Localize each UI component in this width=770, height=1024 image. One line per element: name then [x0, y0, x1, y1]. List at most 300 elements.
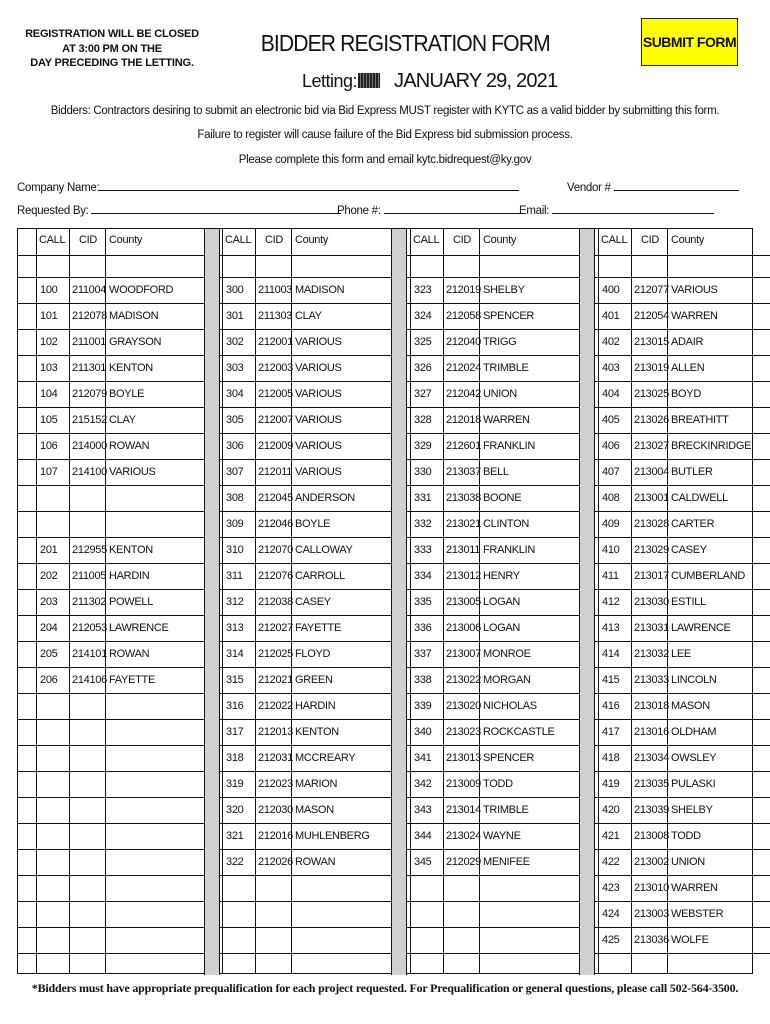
cid-number: 213006 [446, 622, 481, 634]
table-rule [204, 823, 391, 824]
county-name: CLAY [109, 414, 136, 426]
table-rule [392, 823, 579, 824]
county-name: TRIMBLE [483, 362, 529, 374]
table-rule [580, 277, 770, 278]
county-name: KENTON [295, 726, 339, 738]
letting-label: Letting: [302, 71, 358, 91]
cid-number: 213009 [446, 778, 481, 790]
table-rule [204, 355, 391, 356]
table-rule [392, 433, 579, 434]
call-number: 405 [602, 414, 620, 426]
cid-number: 213010 [634, 882, 669, 894]
table-rule [580, 797, 770, 798]
notice-line: AT 3:00 PM ON THE [62, 42, 162, 55]
table-rule [204, 771, 391, 772]
call-number: 101 [40, 310, 58, 322]
call-number: 332 [414, 518, 432, 530]
county-name: MADISON [295, 284, 345, 296]
county-name: TRIGG [483, 336, 517, 348]
call-number: 343 [414, 804, 432, 816]
call-number: 406 [602, 440, 620, 452]
phone-blank[interactable] [384, 203, 524, 214]
cid-number: 212026 [258, 856, 293, 868]
table-rule [580, 433, 770, 434]
cid-number: 213003 [634, 908, 669, 920]
cid-number: 213027 [634, 440, 669, 452]
table-rule [204, 589, 391, 590]
county-name: BUTLER [671, 466, 713, 478]
cid-number: 213021 [446, 518, 481, 530]
table-rule [392, 511, 579, 512]
cid-number: 212038 [258, 596, 293, 608]
call-number: 413 [602, 622, 620, 634]
county-name: WARREN [671, 882, 718, 894]
column-rule [410, 229, 411, 973]
county-name: LAWRENCE [109, 622, 169, 634]
call-number: 313 [226, 622, 244, 634]
county-name: ROWAN [295, 856, 336, 868]
table-rule [18, 719, 204, 720]
table-rule [18, 511, 204, 512]
call-number: 206 [40, 674, 58, 686]
cid-number: 212078 [72, 310, 107, 322]
table-rule [18, 563, 204, 564]
table-rule [392, 875, 579, 876]
county-name: ROCKCASTLE [483, 726, 555, 738]
county-name: WARREN [671, 310, 718, 322]
cid-number: 213026 [634, 414, 669, 426]
column-header: CID [79, 234, 98, 246]
county-name: HARDIN [295, 700, 336, 712]
call-number: 410 [602, 544, 620, 556]
county-name: CLINTON [483, 518, 529, 530]
column-separator [204, 229, 220, 975]
table-rule [18, 901, 204, 902]
call-number: 416 [602, 700, 620, 712]
county-name: VARIOUS [109, 466, 156, 478]
call-number: 329 [414, 440, 432, 452]
table-rule [392, 277, 579, 278]
cid-number: 213038 [446, 492, 481, 504]
county-name: TODD [671, 830, 701, 842]
table-rule [392, 953, 579, 954]
column-rule [36, 229, 37, 973]
county-name: BOYLE [109, 388, 145, 400]
cid-number: 212018 [446, 414, 481, 426]
table-rule [204, 563, 391, 564]
cid-number: 211004 [72, 284, 107, 296]
table-rule [392, 355, 579, 356]
table-rule [18, 433, 204, 434]
cid-number: 212077 [634, 284, 669, 296]
cid-number: 212013 [258, 726, 293, 738]
county-name: CLAY [295, 310, 322, 322]
cid-number: 213014 [446, 804, 481, 816]
table-rule [580, 719, 770, 720]
call-number: 330 [414, 466, 432, 478]
cid-number: 213011 [446, 544, 481, 556]
call-number: 314 [226, 648, 244, 660]
table-rule [392, 459, 579, 460]
county-name: TODD [483, 778, 513, 790]
cid-number: 212001 [258, 336, 293, 348]
cid-number: 212058 [446, 310, 481, 322]
table-rule [204, 511, 391, 512]
county-name: VARIOUS [671, 284, 718, 296]
county-name: WAYNE [483, 830, 521, 842]
call-number: 420 [602, 804, 620, 816]
cid-number: 213024 [446, 830, 481, 842]
column-header: County [483, 234, 517, 246]
call-number: 308 [226, 492, 244, 504]
cid-number: 211001 [72, 336, 107, 348]
table-rule [580, 589, 770, 590]
table-rule [204, 433, 391, 434]
call-number: 335 [414, 596, 432, 608]
vendor-blank[interactable] [614, 180, 739, 191]
email-blank[interactable] [552, 203, 714, 214]
cid-number: 213008 [634, 830, 669, 842]
phone-field[interactable] [337, 203, 524, 217]
cid-number: 212011 [258, 466, 293, 478]
column-rule [222, 229, 223, 973]
call-number: 307 [226, 466, 244, 478]
call-number: 309 [226, 518, 244, 530]
table-rule [204, 953, 391, 954]
county-name: FRANKLIN [483, 544, 535, 556]
table-rule [580, 355, 770, 356]
call-number: 341 [414, 752, 432, 764]
county-name: VARIOUS [295, 336, 342, 348]
cid-number: 213005 [446, 596, 481, 608]
vendor-field[interactable] [567, 180, 739, 194]
county-name: GREEN [295, 674, 333, 686]
column-header: County [109, 234, 143, 246]
call-number: 401 [602, 310, 620, 322]
call-number: 204 [40, 622, 58, 634]
table-rule [18, 277, 204, 278]
county-name: LINCOLN [671, 674, 717, 686]
table-rule [392, 641, 579, 642]
call-number: 342 [414, 778, 432, 790]
county-name: ROWAN [109, 440, 150, 452]
table-rule [580, 381, 770, 382]
table-rule [580, 771, 770, 772]
cid-number: 212076 [258, 570, 293, 582]
call-number: 422 [602, 856, 620, 868]
cid-number: 213007 [446, 648, 481, 660]
column-rule [631, 229, 632, 973]
cid-number: 212023 [258, 778, 293, 790]
column-header: CALL [39, 234, 66, 246]
requested-by-label: Requested By: [17, 205, 89, 217]
table-rule [392, 255, 579, 256]
county-name: ADAIR [671, 336, 704, 348]
county-name: CALDWELL [671, 492, 728, 504]
table-rule [392, 381, 579, 382]
table-rule [580, 953, 770, 954]
cid-number: 212029 [446, 856, 481, 868]
table-rule [18, 329, 204, 330]
cid-number: 212070 [258, 544, 293, 556]
table-rule [392, 303, 579, 304]
county-name: OLDHAM [671, 726, 717, 738]
county-name: WEBSTER [671, 908, 724, 920]
call-number: 322 [226, 856, 244, 868]
cid-number: 212030 [258, 804, 293, 816]
county-name: MUHLENBERG [295, 830, 370, 842]
table-rule [580, 407, 770, 408]
table-rule [204, 667, 391, 668]
cid-number: 213018 [634, 700, 669, 712]
table-rule [18, 485, 204, 486]
column-header: CALL [413, 234, 440, 246]
county-name: LOGAN [483, 622, 521, 634]
county-name: FRANKLIN [483, 440, 535, 452]
cid-number: 212045 [258, 492, 293, 504]
email-field[interactable] [519, 203, 714, 217]
column-header: CID [453, 234, 472, 246]
table-rule [204, 693, 391, 694]
table-rule [18, 641, 204, 642]
form-title: BIDDER REGISTRATION FORM [260, 30, 550, 56]
county-name: CUMBERLAND [671, 570, 746, 582]
company-name-blank[interactable] [99, 180, 519, 191]
cid-number: 212025 [258, 648, 293, 660]
county-name: SPENCER [483, 752, 535, 764]
county-name: BREATHITT [671, 414, 729, 426]
notice-line: DAY PRECEDING THE LETTING. [30, 57, 194, 69]
table-rule [392, 719, 579, 720]
call-number: 102 [40, 336, 58, 348]
call-number: 321 [226, 830, 244, 842]
cid-number: 215152 [72, 414, 107, 426]
call-number: 105 [40, 414, 58, 426]
project-table [17, 228, 753, 974]
county-name: GRAYSON [109, 336, 162, 348]
table-rule [580, 849, 770, 850]
table-rule [392, 407, 579, 408]
call-number: 316 [226, 700, 244, 712]
letting-date: JANUARY 29, 2021 [394, 70, 558, 92]
call-number: 106 [40, 440, 58, 452]
county-name: UNION [483, 388, 517, 400]
table-rule [392, 667, 579, 668]
table-rule [580, 537, 770, 538]
call-number: 326 [414, 362, 432, 374]
county-name: BOONE [483, 492, 522, 504]
table-rule [18, 745, 204, 746]
column-rule [69, 229, 70, 973]
table-rule [204, 329, 391, 330]
table-rule [392, 745, 579, 746]
column-header: CALL [225, 234, 252, 246]
call-number: 334 [414, 570, 432, 582]
column-rule [255, 229, 256, 973]
email-label: Email: [519, 205, 550, 217]
cid-number: 214100 [72, 466, 107, 478]
table-rule [392, 563, 579, 564]
submit-form-button[interactable]: SUBMIT FORM [641, 18, 738, 66]
call-number: 310 [226, 544, 244, 556]
county-name: HARDIN [109, 570, 150, 582]
table-rule [392, 797, 579, 798]
county-name: UNION [671, 856, 705, 868]
table-rule [204, 459, 391, 460]
footnote: *Bidders must have appropriate prequalification for each project requested. For Prequalification or general questions, please call 502-564-3500. [31, 981, 739, 995]
call-number: 339 [414, 700, 432, 712]
county-name: CASEY [671, 544, 707, 556]
cid-number: 212054 [634, 310, 669, 322]
county-name: VARIOUS [295, 466, 342, 478]
cid-number: 212601 [446, 440, 481, 452]
county-name: HENRY [483, 570, 520, 582]
call-number: 306 [226, 440, 244, 452]
county-name: BOYLE [295, 518, 331, 530]
table-rule [580, 459, 770, 460]
call-number: 417 [602, 726, 620, 738]
table-rule [580, 563, 770, 564]
column-header: County [295, 234, 329, 246]
call-number: 340 [414, 726, 432, 738]
cid-number: 212031 [258, 752, 293, 764]
table-rule [18, 303, 204, 304]
cid-number: 214000 [72, 440, 107, 452]
table-rule [580, 693, 770, 694]
call-number: 407 [602, 466, 620, 478]
county-name: SHELBY [671, 804, 713, 816]
cid-number: 213032 [634, 648, 669, 660]
county-name: FLOYD [295, 648, 331, 660]
cid-number: 212955 [72, 544, 107, 556]
table-rule [18, 589, 204, 590]
call-number: 421 [602, 830, 620, 842]
cid-number: 212024 [446, 362, 481, 374]
county-name: CARROLL [295, 570, 345, 582]
call-number: 424 [602, 908, 620, 920]
cid-number: 213004 [634, 466, 669, 478]
table-rule [392, 693, 579, 694]
county-name: POWELL [109, 596, 154, 608]
county-name: WOLFE [671, 934, 709, 946]
table-rule [204, 381, 391, 382]
table-rule [204, 797, 391, 798]
company-name-field[interactable] [17, 180, 519, 194]
cid-number: 213039 [634, 804, 669, 816]
table-rule [580, 745, 770, 746]
county-name: LEE [671, 648, 691, 660]
county-name: ALLEN [671, 362, 705, 374]
table-rule [18, 615, 204, 616]
table-rule [18, 407, 204, 408]
table-rule [580, 875, 770, 876]
table-rule [580, 927, 770, 928]
cid-number: 213030 [634, 596, 669, 608]
cid-number: 213023 [446, 726, 481, 738]
requested-by-blank[interactable] [91, 203, 341, 214]
call-number: 414 [602, 648, 620, 660]
cid-number: 212019 [446, 284, 481, 296]
county-name: MCCREARY [295, 752, 356, 764]
cid-number: 213015 [634, 336, 669, 348]
column-header: CID [641, 234, 660, 246]
instruction-text: Please complete this form and email kytc.bidrequest@ky.gov [238, 154, 532, 166]
cid-number: 213037 [446, 466, 481, 478]
call-number: 344 [414, 830, 432, 842]
cid-number: 212027 [258, 622, 293, 634]
table-rule [392, 927, 579, 928]
call-number: 423 [602, 882, 620, 894]
county-name: SPENCER [483, 310, 535, 322]
county-name: WOODFORD [109, 284, 174, 296]
call-number: 323 [414, 284, 432, 296]
table-rule [580, 615, 770, 616]
table-rule [580, 667, 770, 668]
table-rule [204, 719, 391, 720]
call-number: 333 [414, 544, 432, 556]
table-rule [204, 303, 391, 304]
cid-number: 211005 [72, 570, 107, 582]
county-name: ROWAN [109, 648, 150, 660]
cid-number: 212046 [258, 518, 293, 530]
cid-number: 212003 [258, 362, 293, 374]
county-name: WARREN [483, 414, 530, 426]
county-name: SHELBY [483, 284, 525, 296]
cid-number: 213020 [446, 700, 481, 712]
table-rule [18, 927, 204, 928]
table-rule [18, 459, 204, 460]
cid-number: 214101 [72, 648, 107, 660]
call-number: 103 [40, 362, 58, 374]
call-number: 415 [602, 674, 620, 686]
county-name: LAWRENCE [671, 622, 731, 634]
column-rule [598, 229, 599, 973]
call-number: 304 [226, 388, 244, 400]
table-rule [580, 641, 770, 642]
call-number: 301 [226, 310, 244, 322]
county-name: FAYETTE [295, 622, 341, 634]
table-rule [580, 303, 770, 304]
column-rule [443, 229, 444, 973]
county-name: KENTON [109, 362, 153, 374]
call-number: 400 [602, 284, 620, 296]
column-separator [579, 229, 595, 975]
call-number: 318 [226, 752, 244, 764]
cid-number: 211003 [258, 284, 293, 296]
call-number: 320 [226, 804, 244, 816]
county-name: BRECKINRIDGE [671, 440, 752, 452]
county-name: OWSLEY [671, 752, 717, 764]
call-number: 328 [414, 414, 432, 426]
table-rule [204, 407, 391, 408]
call-number: 201 [40, 544, 58, 556]
cid-number: 213001 [634, 492, 669, 504]
cid-number: 212016 [258, 830, 293, 842]
cid-number: 212079 [72, 388, 107, 400]
county-name: TRIMBLE [483, 804, 529, 816]
cid-number: 213034 [634, 752, 669, 764]
call-number: 419 [602, 778, 620, 790]
table-rule [18, 875, 204, 876]
county-name: CASEY [295, 596, 331, 608]
call-number: 331 [414, 492, 432, 504]
cid-number: 213031 [634, 622, 669, 634]
county-name: BELL [483, 466, 509, 478]
requested-by-field[interactable] [17, 203, 341, 217]
letting-line [302, 70, 557, 93]
county-name: BOYD [671, 388, 701, 400]
cid-number: 213013 [446, 752, 481, 764]
